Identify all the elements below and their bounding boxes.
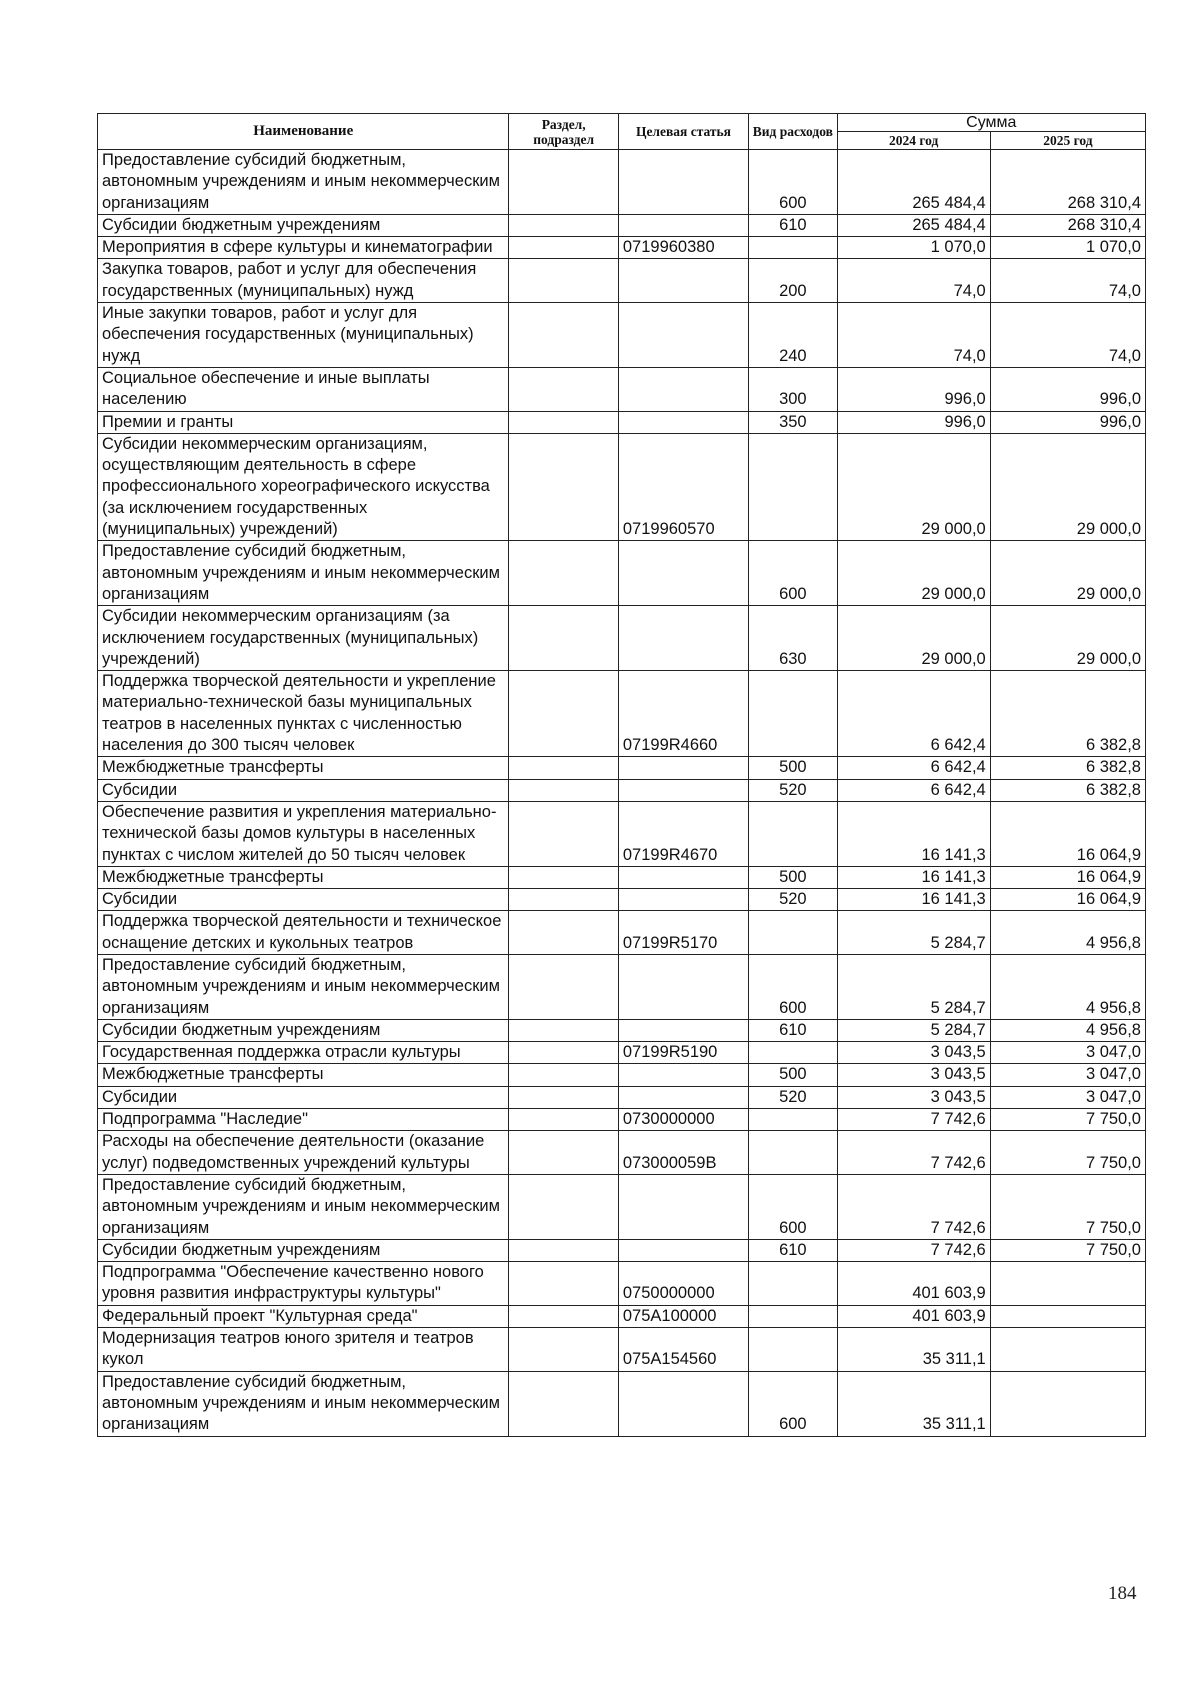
table-row bbox=[98, 1131, 1146, 1175]
cell-target bbox=[618, 214, 748, 236]
header-target: Целевая статья bbox=[618, 114, 748, 150]
cell-name: Субсидии бюджетным учреждениям bbox=[98, 1239, 509, 1261]
cell-2024: 401 603,9 bbox=[837, 1262, 990, 1306]
cell-name: Расходы на обеспечение деятельности (оказание услуг) подведомственных учреждений культуры bbox=[98, 1131, 509, 1175]
cell-name: Закупка товаров, работ и услуг для обеспечения государственных (муниципальных) нужд bbox=[98, 259, 509, 303]
table-row bbox=[98, 1109, 1146, 1131]
cell-name: Субсидии некоммерческим организациям, осуществляющим деятельность в сфере профессионального хореографического искусства (за исключением государственных (муниципальных) учреждений) bbox=[98, 433, 509, 540]
cell-2024: 7 742,6 bbox=[837, 1174, 990, 1239]
cell-2024: 16 141,3 bbox=[837, 889, 990, 911]
cell-2025: 3 047,0 bbox=[990, 1064, 1145, 1086]
table-row bbox=[98, 367, 1146, 411]
cell-section bbox=[509, 1109, 618, 1131]
cell-target bbox=[618, 367, 748, 411]
table-row bbox=[98, 606, 1146, 671]
cell-type bbox=[749, 801, 838, 866]
cell-type: 610 bbox=[749, 214, 838, 236]
table-row bbox=[98, 214, 1146, 236]
cell-2024: 265 484,4 bbox=[837, 214, 990, 236]
cell-name: Подпрограмма "Обеспечение качественно нового уровня развития инфраструктуры культуры" bbox=[98, 1262, 509, 1306]
cell-2024: 29 000,0 bbox=[837, 606, 990, 671]
cell-target bbox=[618, 1064, 748, 1086]
cell-2025 bbox=[990, 1371, 1145, 1436]
cell-2025: 16 064,9 bbox=[990, 889, 1145, 911]
cell-2024: 996,0 bbox=[837, 411, 990, 433]
cell-section bbox=[509, 303, 618, 368]
cell-name: Субсидии bbox=[98, 779, 509, 801]
cell-section bbox=[509, 1019, 618, 1041]
cell-target bbox=[618, 606, 748, 671]
cell-section bbox=[509, 433, 618, 540]
cell-2025: 16 064,9 bbox=[990, 866, 1145, 888]
table-row bbox=[98, 1262, 1146, 1306]
cell-type bbox=[749, 911, 838, 955]
table-row bbox=[98, 1019, 1146, 1041]
header-year-2024: 2024 год bbox=[837, 132, 990, 150]
cell-section bbox=[509, 779, 618, 801]
cell-2024: 16 141,3 bbox=[837, 866, 990, 888]
header-type: Вид расходов bbox=[749, 114, 838, 150]
cell-2024: 5 284,7 bbox=[837, 911, 990, 955]
header-name: Наименование bbox=[98, 114, 509, 150]
cell-name: Государственная поддержка отрасли культуры bbox=[98, 1042, 509, 1064]
cell-type: 520 bbox=[749, 889, 838, 911]
cell-target bbox=[618, 541, 748, 606]
table-row bbox=[98, 954, 1146, 1019]
cell-type: 500 bbox=[749, 866, 838, 888]
cell-target: 075А154560 bbox=[618, 1328, 748, 1372]
table-row bbox=[98, 1328, 1146, 1372]
cell-target: 0719960570 bbox=[618, 433, 748, 540]
table-row bbox=[98, 411, 1146, 433]
cell-2025: 29 000,0 bbox=[990, 606, 1145, 671]
cell-name: Иные закупки товаров, работ и услуг для обеспечения государственных (муниципальных) нужд bbox=[98, 303, 509, 368]
cell-type: 600 bbox=[749, 1174, 838, 1239]
cell-type: 600 bbox=[749, 541, 838, 606]
cell-name: Предоставление субсидий бюджетным, автономным учреждениям и иным некоммерческим организациям bbox=[98, 1371, 509, 1436]
cell-2024: 6 642,4 bbox=[837, 757, 990, 779]
cell-section bbox=[509, 671, 618, 757]
cell-type: 630 bbox=[749, 606, 838, 671]
cell-2025: 1 070,0 bbox=[990, 237, 1145, 259]
table-row bbox=[98, 889, 1146, 911]
cell-name: Субсидии бюджетным учреждениям bbox=[98, 214, 509, 236]
cell-2024: 74,0 bbox=[837, 259, 990, 303]
table-row bbox=[98, 1239, 1146, 1261]
cell-type: 500 bbox=[749, 1064, 838, 1086]
cell-2024: 74,0 bbox=[837, 303, 990, 368]
cell-type bbox=[749, 433, 838, 540]
table-row bbox=[98, 1305, 1146, 1327]
cell-name: Модернизация театров юного зрителя и театров кукол bbox=[98, 1328, 509, 1372]
cell-section bbox=[509, 1064, 618, 1086]
cell-2025: 16 064,9 bbox=[990, 801, 1145, 866]
cell-2025: 29 000,0 bbox=[990, 433, 1145, 540]
cell-name: Межбюджетные трансферты bbox=[98, 757, 509, 779]
cell-2024: 5 284,7 bbox=[837, 1019, 990, 1041]
cell-section bbox=[509, 866, 618, 888]
cell-target bbox=[618, 866, 748, 888]
header-section: Раздел, подраздел bbox=[509, 114, 618, 150]
cell-2024: 7 742,6 bbox=[837, 1131, 990, 1175]
cell-type: 610 bbox=[749, 1019, 838, 1041]
cell-section bbox=[509, 237, 618, 259]
cell-target bbox=[618, 150, 748, 215]
table-row bbox=[98, 1086, 1146, 1108]
cell-type bbox=[749, 1131, 838, 1175]
cell-name: Подпрограмма "Наследие" bbox=[98, 1109, 509, 1131]
cell-section bbox=[509, 954, 618, 1019]
cell-2025: 996,0 bbox=[990, 411, 1145, 433]
cell-section bbox=[509, 1042, 618, 1064]
cell-2024: 7 742,6 bbox=[837, 1239, 990, 1261]
cell-type: 300 bbox=[749, 367, 838, 411]
cell-name: Предоставление субсидий бюджетным, автономным учреждениям и иным некоммерческим организациям bbox=[98, 541, 509, 606]
cell-name: Предоставление субсидий бюджетным, автономным учреждениям и иным некоммерческим организациям bbox=[98, 150, 509, 215]
cell-2024: 1 070,0 bbox=[837, 237, 990, 259]
cell-name: Субсидии bbox=[98, 889, 509, 911]
cell-2025 bbox=[990, 1328, 1145, 1372]
cell-section bbox=[509, 1174, 618, 1239]
cell-name: Межбюджетные трансферты bbox=[98, 1064, 509, 1086]
table-row bbox=[98, 541, 1146, 606]
budget-table bbox=[97, 113, 1146, 1437]
cell-section bbox=[509, 1086, 618, 1108]
cell-section bbox=[509, 889, 618, 911]
cell-section bbox=[509, 606, 618, 671]
cell-2025: 6 382,8 bbox=[990, 671, 1145, 757]
cell-2025: 7 750,0 bbox=[990, 1131, 1145, 1175]
table-row bbox=[98, 150, 1146, 215]
table-row bbox=[98, 866, 1146, 888]
cell-name: Субсидии bbox=[98, 1086, 509, 1108]
table-row bbox=[98, 1042, 1146, 1064]
cell-target bbox=[618, 757, 748, 779]
cell-section bbox=[509, 541, 618, 606]
cell-type bbox=[749, 1109, 838, 1131]
cell-section bbox=[509, 1239, 618, 1261]
cell-type: 610 bbox=[749, 1239, 838, 1261]
cell-target: 0730000000 bbox=[618, 1109, 748, 1131]
cell-type bbox=[749, 671, 838, 757]
cell-name: Поддержка творческой деятельности и техническое оснащение детских и кукольных театров bbox=[98, 911, 509, 955]
cell-name: Премии и гранты bbox=[98, 411, 509, 433]
cell-2025: 4 956,8 bbox=[990, 954, 1145, 1019]
cell-target bbox=[618, 1174, 748, 1239]
cell-target bbox=[618, 1239, 748, 1261]
cell-section bbox=[509, 1305, 618, 1327]
cell-2024: 401 603,9 bbox=[837, 1305, 990, 1327]
header-year-2025: 2025 год bbox=[990, 132, 1145, 150]
cell-2024: 35 311,1 bbox=[837, 1328, 990, 1372]
cell-type: 240 bbox=[749, 303, 838, 368]
cell-target: 075А100000 bbox=[618, 1305, 748, 1327]
cell-type: 520 bbox=[749, 1086, 838, 1108]
cell-2024: 35 311,1 bbox=[837, 1371, 990, 1436]
cell-section bbox=[509, 757, 618, 779]
cell-name: Поддержка творческой деятельности и укрепление материально-технической базы муниципальных театров в населенных пунктах с численностью населения до 300 тысяч человек bbox=[98, 671, 509, 757]
cell-name: Социальное обеспечение и иные выплаты населению bbox=[98, 367, 509, 411]
cell-target bbox=[618, 1086, 748, 1108]
cell-2024: 29 000,0 bbox=[837, 541, 990, 606]
cell-name: Предоставление субсидий бюджетным, автономным учреждениям и иным некоммерческим организациям bbox=[98, 954, 509, 1019]
cell-2024: 16 141,3 bbox=[837, 801, 990, 866]
header-sum: Сумма bbox=[837, 114, 1145, 132]
cell-target bbox=[618, 954, 748, 1019]
cell-type: 200 bbox=[749, 259, 838, 303]
cell-section bbox=[509, 1371, 618, 1436]
cell-section bbox=[509, 911, 618, 955]
cell-2025: 3 047,0 bbox=[990, 1086, 1145, 1108]
cell-2025: 74,0 bbox=[990, 303, 1145, 368]
cell-type bbox=[749, 1305, 838, 1327]
cell-2025: 7 750,0 bbox=[990, 1109, 1145, 1131]
cell-2024: 996,0 bbox=[837, 367, 990, 411]
cell-target bbox=[618, 303, 748, 368]
table-row bbox=[98, 911, 1146, 955]
table-row bbox=[98, 801, 1146, 866]
cell-name: Субсидии некоммерческим организациям (за исключением государственных (муниципальных) учреждений) bbox=[98, 606, 509, 671]
cell-2025: 29 000,0 bbox=[990, 541, 1145, 606]
cell-type: 500 bbox=[749, 757, 838, 779]
cell-section bbox=[509, 411, 618, 433]
cell-2024: 3 043,5 bbox=[837, 1064, 990, 1086]
table-body bbox=[98, 150, 1146, 1437]
cell-type: 600 bbox=[749, 150, 838, 215]
cell-type bbox=[749, 237, 838, 259]
cell-target: 07199R5170 bbox=[618, 911, 748, 955]
cell-type: 520 bbox=[749, 779, 838, 801]
cell-target: 07199R4670 bbox=[618, 801, 748, 866]
cell-section bbox=[509, 214, 618, 236]
cell-2024: 7 742,6 bbox=[837, 1109, 990, 1131]
cell-name: Федеральный проект "Культурная среда" bbox=[98, 1305, 509, 1327]
cell-2025: 3 047,0 bbox=[990, 1042, 1145, 1064]
cell-type: 350 bbox=[749, 411, 838, 433]
cell-type: 600 bbox=[749, 1371, 838, 1436]
cell-2025: 268 310,4 bbox=[990, 150, 1145, 215]
cell-section bbox=[509, 1262, 618, 1306]
table-row bbox=[98, 259, 1146, 303]
cell-type bbox=[749, 1262, 838, 1306]
cell-2025: 996,0 bbox=[990, 367, 1145, 411]
cell-2025 bbox=[990, 1262, 1145, 1306]
table-row bbox=[98, 1064, 1146, 1086]
cell-2025: 6 382,8 bbox=[990, 757, 1145, 779]
cell-2024: 6 642,4 bbox=[837, 671, 990, 757]
cell-section bbox=[509, 259, 618, 303]
cell-2025: 268 310,4 bbox=[990, 214, 1145, 236]
cell-name: Предоставление субсидий бюджетным, автономным учреждениям и иным некоммерческим организациям bbox=[98, 1174, 509, 1239]
cell-target bbox=[618, 779, 748, 801]
cell-name: Субсидии бюджетным учреждениям bbox=[98, 1019, 509, 1041]
cell-2024: 3 043,5 bbox=[837, 1086, 990, 1108]
cell-name: Мероприятия в сфере культуры и кинематографии bbox=[98, 237, 509, 259]
cell-type bbox=[749, 1042, 838, 1064]
table-row bbox=[98, 1371, 1146, 1436]
cell-2025: 7 750,0 bbox=[990, 1174, 1145, 1239]
table-row bbox=[98, 1174, 1146, 1239]
table-row bbox=[98, 237, 1146, 259]
cell-target bbox=[618, 411, 748, 433]
cell-2024: 29 000,0 bbox=[837, 433, 990, 540]
cell-section bbox=[509, 1131, 618, 1175]
cell-target: 07199R5190 bbox=[618, 1042, 748, 1064]
cell-target bbox=[618, 889, 748, 911]
cell-section bbox=[509, 150, 618, 215]
table-row bbox=[98, 779, 1146, 801]
cell-2024: 265 484,4 bbox=[837, 150, 990, 215]
cell-2025 bbox=[990, 1305, 1145, 1327]
cell-target: 0750000000 bbox=[618, 1262, 748, 1306]
cell-target bbox=[618, 1371, 748, 1436]
cell-section bbox=[509, 801, 618, 866]
table-row bbox=[98, 433, 1146, 540]
cell-2024: 6 642,4 bbox=[837, 779, 990, 801]
table-row bbox=[98, 671, 1146, 757]
cell-target bbox=[618, 1019, 748, 1041]
cell-target: 073000059В bbox=[618, 1131, 748, 1175]
cell-2025: 7 750,0 bbox=[990, 1239, 1145, 1261]
cell-name: Обеспечение развития и укрепления материально-технической базы домов культуры в населенных пунктах с числом жителей до 50 тысяч человек bbox=[98, 801, 509, 866]
cell-2025: 4 956,8 bbox=[990, 1019, 1145, 1041]
cell-target: 07199R4660 bbox=[618, 671, 748, 757]
cell-target: 0719960380 bbox=[618, 237, 748, 259]
page-number: 184 bbox=[1108, 1583, 1137, 1604]
table-row bbox=[98, 303, 1146, 368]
cell-2025: 6 382,8 bbox=[990, 779, 1145, 801]
table-row bbox=[98, 757, 1146, 779]
cell-name: Межбюджетные трансферты bbox=[98, 866, 509, 888]
table-header bbox=[98, 114, 1146, 150]
cell-section bbox=[509, 367, 618, 411]
cell-2024: 3 043,5 bbox=[837, 1042, 990, 1064]
cell-2025: 74,0 bbox=[990, 259, 1145, 303]
cell-type: 600 bbox=[749, 954, 838, 1019]
cell-2025: 4 956,8 bbox=[990, 911, 1145, 955]
cell-2024: 5 284,7 bbox=[837, 954, 990, 1019]
cell-type bbox=[749, 1328, 838, 1372]
cell-section bbox=[509, 1328, 618, 1372]
cell-target bbox=[618, 259, 748, 303]
